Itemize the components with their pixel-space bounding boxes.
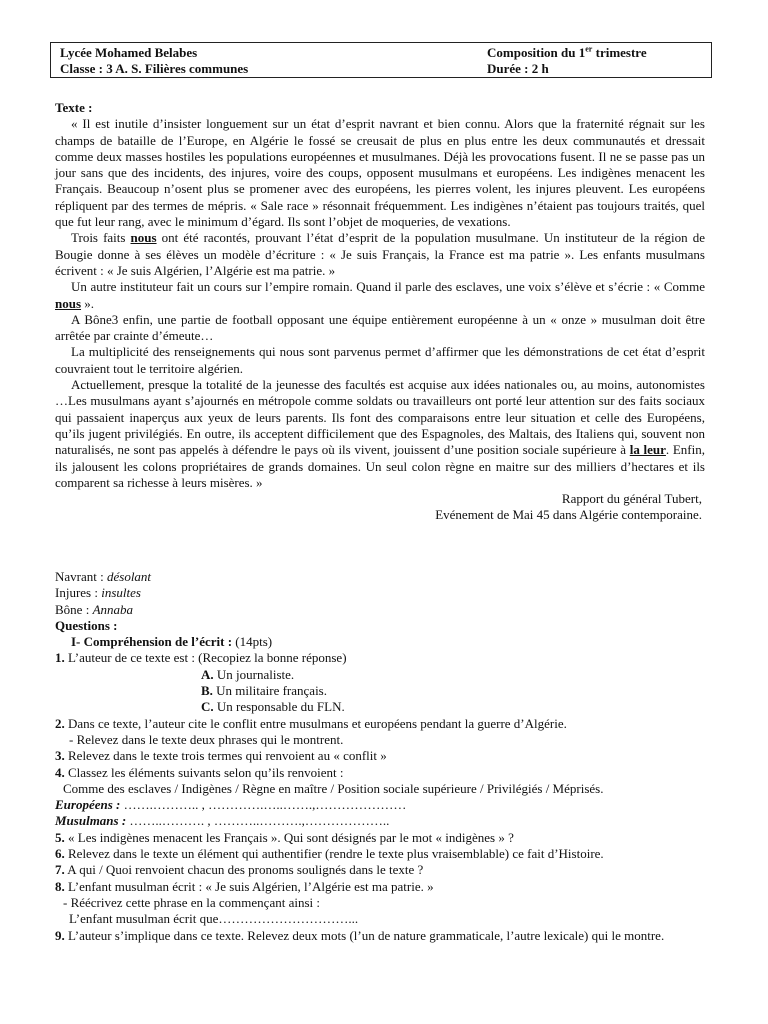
paragraph-2: Trois faits nous ont été racontés, prouvant l’état d’esprit de la population musulmane. Un instituteur de la région de Bougie donne à ses élèves un modèle d’écriture : « Je suis Français, la France est ma patrie ». Les enfants musulmans écrivent : « Je suis Algérien, l’Algérie est ma patrie. »: [55, 230, 705, 278]
header-box: [50, 42, 712, 78]
question-4-items: Comme des esclaves / Indigènes / Règne en maître / Position sociale supérieure / Privilégiés / Méprisés.: [63, 780, 604, 796]
option-c: C. Un responsable du FLN.: [201, 699, 345, 715]
content: [55, 100, 705, 524]
option-b: B. Un militaire français.: [201, 683, 327, 699]
paragraph-6: Actuellement, presque la totalité de la jeunesse des facultés est acquise aux idées nationales ou, au moins, autonomistes …Les musulmans ayant s’ajournés en métropole comme soldats ou travailleurs ont porté leur attention sur des faits sociaux qui passaient inaperçus aux yeux de leurs parents. Ils font des comparaisons entre leur situation et celle des Européens, qu’ils jugent privilégiés. En outre, ils acceptent difficilement que des Espagnoles, des Maltais, des Italiens qui, souvent non naturalisés, ne sont pas appelés à défendre le pays où ils vivent, jouissent d’une position sociale supérieure à la leur. Enfin, ils jalousent les colons propriétaires de grands domaines. Un seul colon règne en maitre sur des milliers d’hectares et ils comparent sa richesse à leurs misères. »: [55, 377, 705, 490]
source-author: Rapport du général Tubert,: [561, 491, 702, 507]
exam-title: Composition du 1er trimestre: [487, 44, 647, 60]
paragraph-3: Un autre instituteur fait un cours sur l’empire romain. Quand il parle des esclaves, une voix s’élève et s’écrie : « Comme nous ».: [55, 279, 705, 311]
questions-title: Questions :: [55, 617, 118, 633]
gloss-injures: Injures : insultes: [55, 585, 141, 601]
question-1: 1. L’auteur de ce texte est : (Recopiez la bonne réponse): [55, 650, 347, 666]
question-3: 3. Relevez dans le texte trois termes qui renvoient au « conflit »: [55, 748, 387, 764]
underlined-pronoun: nous: [130, 230, 157, 246]
header-right: [487, 45, 647, 77]
question-8: 8. L’enfant musulman écrit : « Je suis Algérien, l’Algérie est ma patrie. »: [55, 878, 434, 894]
question-4: 4. Classez les éléments suivants selon qu’ils renvoient :: [55, 764, 344, 780]
class-name: Classe : 3 A. S. Filières communes: [60, 61, 249, 76]
exam-duration: Durée : 2 h: [487, 61, 549, 76]
underlined-pronoun: nous: [55, 295, 82, 311]
question-2: 2. Dans ce texte, l’auteur cite le conflit entre musulmans et européens pendant la guerre d’Algérie.: [55, 715, 567, 731]
text-title: Texte :: [55, 100, 93, 115]
question-7: 7. A qui / Quoi renvoient chacun des pronoms soulignés dans le texte ?: [55, 862, 424, 878]
header-left: [60, 45, 248, 77]
option-a: A. Un journaliste.: [201, 666, 295, 682]
paragraph-4: A Bône3 enfin, une partie de football opposant une équipe entièrement européenne à un « onze » musulman doit être arrêtée par crainte d’émeute…: [55, 311, 705, 344]
question-8-sub2: L’enfant musulman écrit que…………………………...: [69, 911, 359, 927]
underlined-pronoun: la leur: [629, 442, 666, 458]
school-name: Lycée Mohamed Belabes: [60, 45, 198, 60]
paragraph-5: La multiplicité des renseignements qui nous sont parvenus permet d’affirmer que les démonstrations de cet état d’esprit couvraient tout le territoire algérien.: [55, 344, 705, 376]
question-2-sub: - Relevez dans le texte deux phrases qui le montrent.: [69, 731, 344, 747]
glossary-and-questions: [55, 569, 705, 944]
question-9: 9. L’auteur s’implique dans ce texte. Relevez deux mots (l’un de nature grammaticale, l’autre lexicale) qui le montre.: [55, 927, 665, 943]
paragraph-1: « Il est inutile d’insister longuement sur un état d’esprit navrant et bien connu. Alors que la fraternité régnait sur les champs de bataille de l’Europe, en Algérie le fossé se creusait de plus en plus entre les deux communautés et dressait comme deux masses hostiles les populations européennes et musulmanes. Déjà les provocations fusent. Il ne se passe pas un jour sans que des incidents, des injures, voire des coups, opposent musulmans et européens. Les indigènes menacent les Français. Beaucoup n’osent plus se promener avec des européens, les pierres volent, les injures pleuvent. Les européens répliquent par des termes de mépris. « Sale race » résonnait fréquemment. Les indigènes n’étaient pas toujours traités, quel que fut leur rang, avec le minimum d’égard. Ils sont l’objet de moqueries, de vexations.: [55, 116, 705, 230]
question-5: 5. « Les indigènes menacent les Français ». Qui sont désignés par le mot « indigènes » ?: [55, 829, 514, 845]
question-6: 6. Relevez dans le texte un élément qui authentifier (rendre le texte plus vraisemblable) ce fait d’Histoire.: [55, 846, 604, 862]
musulmans-line: Musulmans : ……..………. , ………..……….,………………..: [55, 813, 390, 829]
question-8-sub: - Réécrivez cette phrase en la commençant ainsi :: [63, 894, 320, 910]
gloss-navrant: Navrant : désolant: [55, 569, 152, 584]
source-title: Evénement de Mai 45 dans Algérie contemporaine.: [435, 507, 702, 523]
section-title: I- Compréhension de l’écrit : (14pts): [71, 634, 273, 650]
europeens-line: Européens : …….……….. , ………….…..…….,…………………: [55, 797, 407, 813]
gloss-bone: Bône : Annaba: [55, 601, 134, 617]
